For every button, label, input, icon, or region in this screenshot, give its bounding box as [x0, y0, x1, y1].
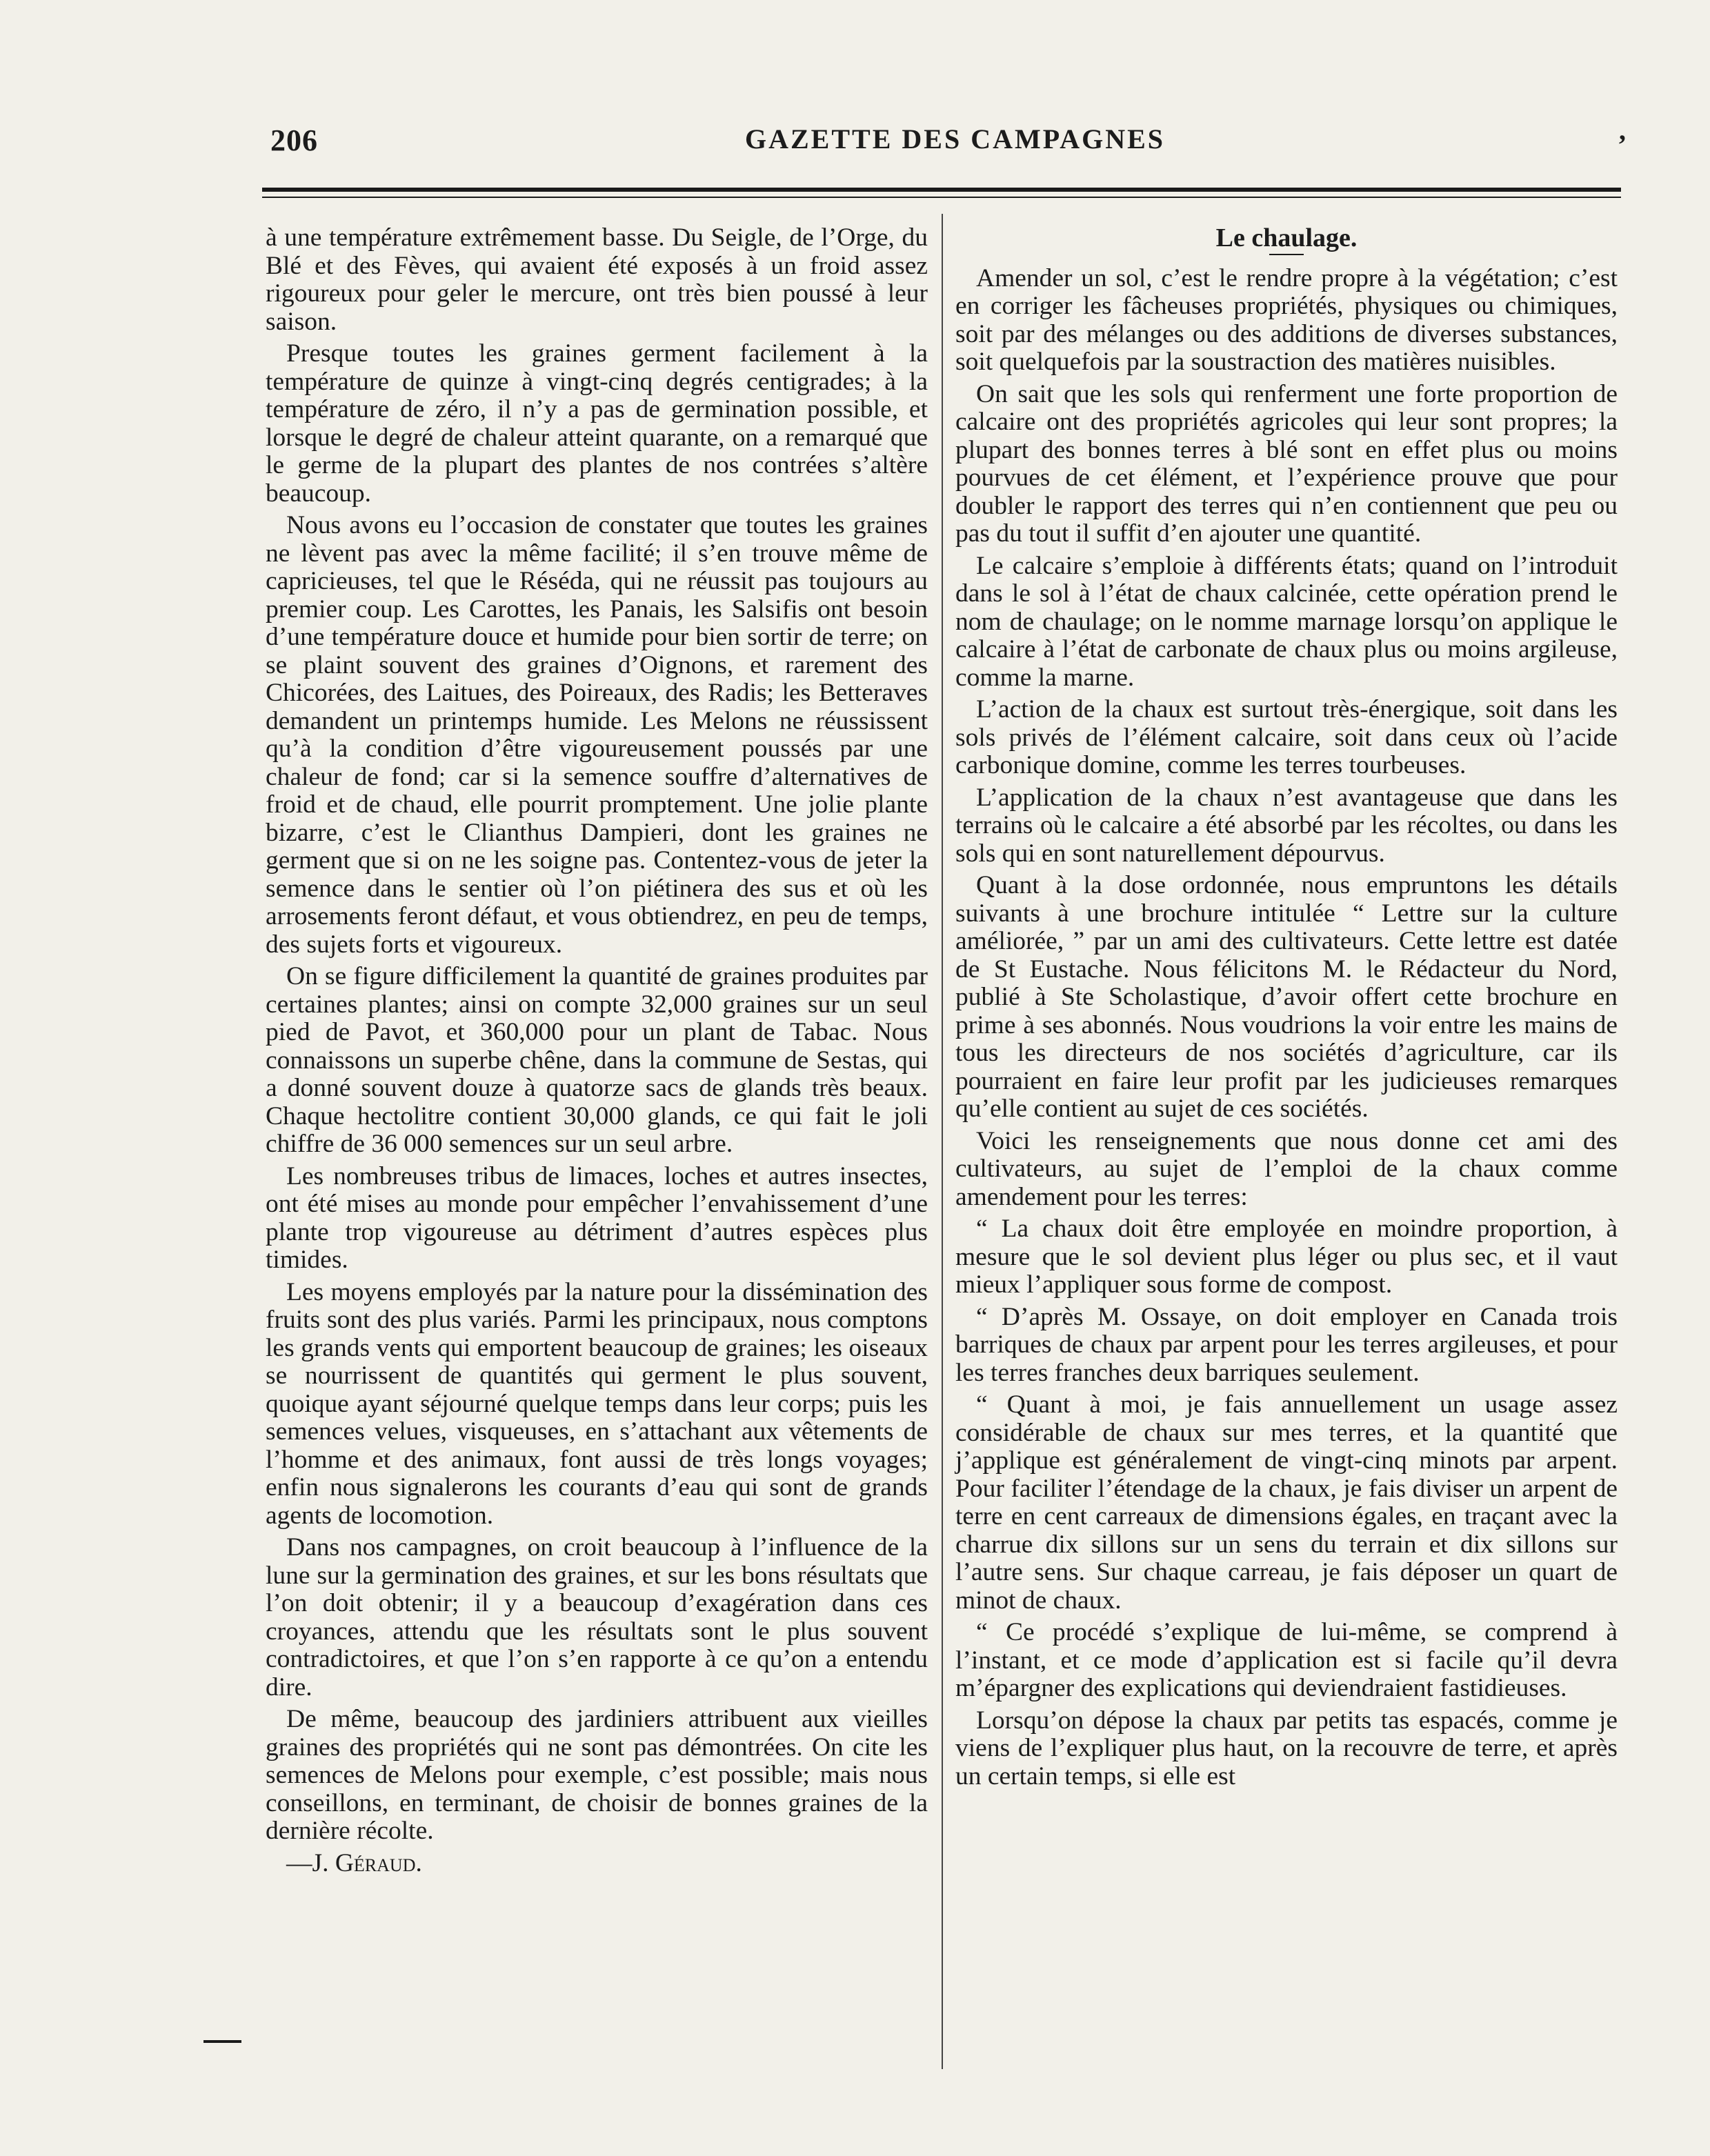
- page-number: 206: [270, 123, 318, 157]
- masthead-title: GAZETTE DES CAMPAGNES: [745, 123, 1166, 154]
- right-paragraph-4: L’action de la chaux est surtout très-énergique, soit dans les sols privés de l’élément calcaire, soit dans ceux où l’acide carbonique domine, comme les terres tourbeuses.: [955, 695, 1618, 779]
- author-signature: —J. Géraud.: [286, 1848, 422, 1877]
- right-paragraph-1: Amender un sol, c’est le rendre propre à la végétation; c’est en corriger les fâcheuses propriétés, physiques ou chimiques, soit par des mélanges ou des additions de diverses substances, soit quelquefois par la soustraction des matières nuisibles.: [955, 263, 1618, 376]
- section-title: Le chaulage.: [1215, 223, 1358, 252]
- right-paragraph-5: L’application de la chaux n’est avantageuse que dans les terrains où le calcaire a été absorbé par les récoltes, ou dans les sols qui en sont naturellement dépourvus.: [955, 783, 1618, 868]
- right-paragraph-8: “ La chaux doit être employée en moindre proportion, à mesure que le sol devient plus léger ou plus sec, et il vaut mieux l’appliquer sous forme de compost.: [955, 1215, 1618, 1299]
- left-paragraph-5: Les nombreuses tribus de limaces, loches et autres insectes, ont été mises au monde pour empêcher l’envahissement d’une plante trop vigoureuse au détriment d’autres espèces plus timides.: [266, 1161, 928, 1274]
- right-column: [955, 224, 1618, 1795]
- left-paragraph-1: à une température extrêmement basse. Du Seigle, de l’Orge, du Blé et des Fèves, qui avaient été exposés à un froid assez rigoureux pour geler le mercure, ont très bien poussé à leur saison.: [266, 223, 928, 336]
- corner-mark: ’: [1618, 129, 1627, 160]
- right-paragraph-12: Lorsqu’on dépose la chaux par petits tas espacés, comme je viens de l’expliquer plus haut, on la recouvre de terre, et après un certain temps, si elle est: [955, 1706, 1618, 1790]
- right-paragraph-11: “ Ce procédé s’explique de lui-même, se comprend à l’instant, et ce mode d’application est si facile qu’il devra m’épargner des explications qui deviendraient fastidieuses.: [955, 1618, 1618, 1702]
- left-paragraph-4: On se figure difficilement la quantité de graines produites par certaines plantes; ainsi on compte 32,000 graines sur un seul pied de Pavot, et 360,000 pour un plant de Tabac. Nous connaissons un superbe chêne, dans la commune de Sestas, qui a donné souvent douze à quatorze sacs de glands très beaux. Chaque hectolitre contient 30,000 glands, ce qui fait le joli chiffre de 36 000 semences sur un seul arbre.: [266, 962, 928, 1158]
- column-divider: [942, 214, 943, 2069]
- right-paragraph-9: “ D’après M. Ossaye, on doit employer en Canada trois barriques de chaux par arpent pour les terres argileuses, et pour les terres franches deux barriques seulement.: [955, 1302, 1618, 1387]
- title-rule: [1269, 254, 1304, 255]
- left-paragraph-2: Presque toutes les graines germent facilement à la température de quinze à vingt-cinq degrés centigrades; à la température de zéro, il n’y a pas de germination possible, et lorsque le degré de chaleur atteint quarante, on a remarqué que le germe de la plupart des plantes de nos contrées s’altère beaucoup.: [266, 339, 928, 508]
- header-rule-thick: [262, 188, 1621, 192]
- right-paragraph-6: Quant à la dose ordonnée, nous empruntons les détails suivants à une brochure intitulée “ Lettre sur la culture améliorée, ” par un ami des cultivateurs. Cette lettre est datée de St Eustache. Nous félicitons M. le Rédacteur du Nord, publié à Ste Scholastique, d’avoir offert cette brochure en prime à ses abonnés. Nous voudrions la voir entre les mains de tous les directeurs de nos sociétés d’agriculture, car ils pourraient en faire leur profit par les judicieuses remarques qu’elle contient au sujet de ces sociétés.: [955, 871, 1618, 1123]
- left-paragraph-8: De même, beaucoup des jardiniers attribuent aux vieilles graines des propriétés qui ne sont pas démontrées. On cite les semences de Melons pour exemple, c’est possible; mais nous conseillons, en terminant, de choisir de bonnes graines de la dernière récolte.: [266, 1705, 928, 1845]
- header-rule-thin: [262, 197, 1621, 198]
- left-paragraph-3: Nous avons eu l’occasion de constater que toutes les graines ne lèvent pas avec la même facilité; il s’en trouve même de capricieuses, tel que le Réséda, qui ne réussit pas toujours au premier coup. Les Carottes, les Panais, les Salsifis ont besoin d’une température douce et humide pour bien sortir de terre; on se plaint souvent des graines d’Oignons, et rarement des Chicorées, des Laitues, des Poireaux, des Radis; les Betteraves demandent un printemps humide. Les Melons ne réussissent qu’à la condition d’être vigoureusement poussés par une chaleur de fond; car si la semence souffre d’alternatives de froid et de chaud, elle pourrit promptement. Une jolie plante bizarre, c’est le Clianthus Dampieri, dont les graines ne germent que si on ne les soigne pas. Contentez-vous de jeter la semence dans le sentier où l’on piétinera des sus et où les arrosements feront défaut, et vous obtiendrez, en peu de temps, des sujets forts et vigoureux.: [266, 511, 928, 959]
- right-paragraph-7: Voici les renseignements que nous donne cet ami des cultivateurs, au sujet de l’emploi de la chaux comme amendement pour les terres:: [955, 1126, 1618, 1211]
- margin-dash: [203, 2040, 241, 2043]
- right-paragraph-3: Le calcaire s’emploie à différents états; quand on l’introduit dans le sol à l’état de chaux calcinée, cette opération prend le nom de chaulage; on le nomme marnage lorsqu’on applique le calcaire à l’état de carbonate de chaux plus ou moins argileuse, comme la marne.: [955, 551, 1618, 692]
- left-paragraph-7: Dans nos campagnes, on croit beaucoup à l’influence de la lune sur la germination des graines, et sur les bons résultats que l’on doit obtenir; il y a beaucoup d’exagération dans ces croyances, attendu que les résultats sont le plus souvent contradictoires, et que l’on s’en rapporte à ce qu’on a entendu dire.: [266, 1533, 928, 1701]
- right-paragraph-2: On sait que les sols qui renferment une forte proportion de calcaire ont des propriétés agricoles qui leur sont propres; la plupart des bonnes terres à blé sont en effet plus ou moins pourvues de cet élément, et l’expérience prouve que pour doubler le rapport des terres qui n’en contiennent que peu ou pas du tout il suffit d’en ajouter une quantité.: [955, 379, 1618, 548]
- left-column: [266, 224, 928, 1881]
- left-paragraph-6: Les moyens employés par la nature pour la dissémination des fruits sont des plus variés. Parmi les principaux, nous comptons les grands vents qui emportent beaucoup de graines; les oiseaux se nourrissent de quantités qui germent le plus souvent, quoique ayant séjourné quelque temps dans leur corps; puis les semences velues, visqueuses, en s’attachant aux vêtements de l’homme et des animaux, font aussi de très longs voyages; enfin nous signalerons les courants d’eau qui sont de grands agents de locomotion.: [266, 1277, 928, 1530]
- right-paragraph-10: “ Quant à moi, je fais annuellement un usage assez considérable de chaux sur mes terres, et la quantité que j’applique est généralement de vingt-cinq minots par arpent. Pour faciliter l’étendage de la chaux, je fais diviser un arpent de terre en cent carreaux de dimensions égales, en traçant avec la charrue dix sillons sur un sens du terrain et dix sillons sur l’autre sens. Sur chaque carreau, je fais déposer un quart de minot de chaux.: [955, 1390, 1618, 1615]
